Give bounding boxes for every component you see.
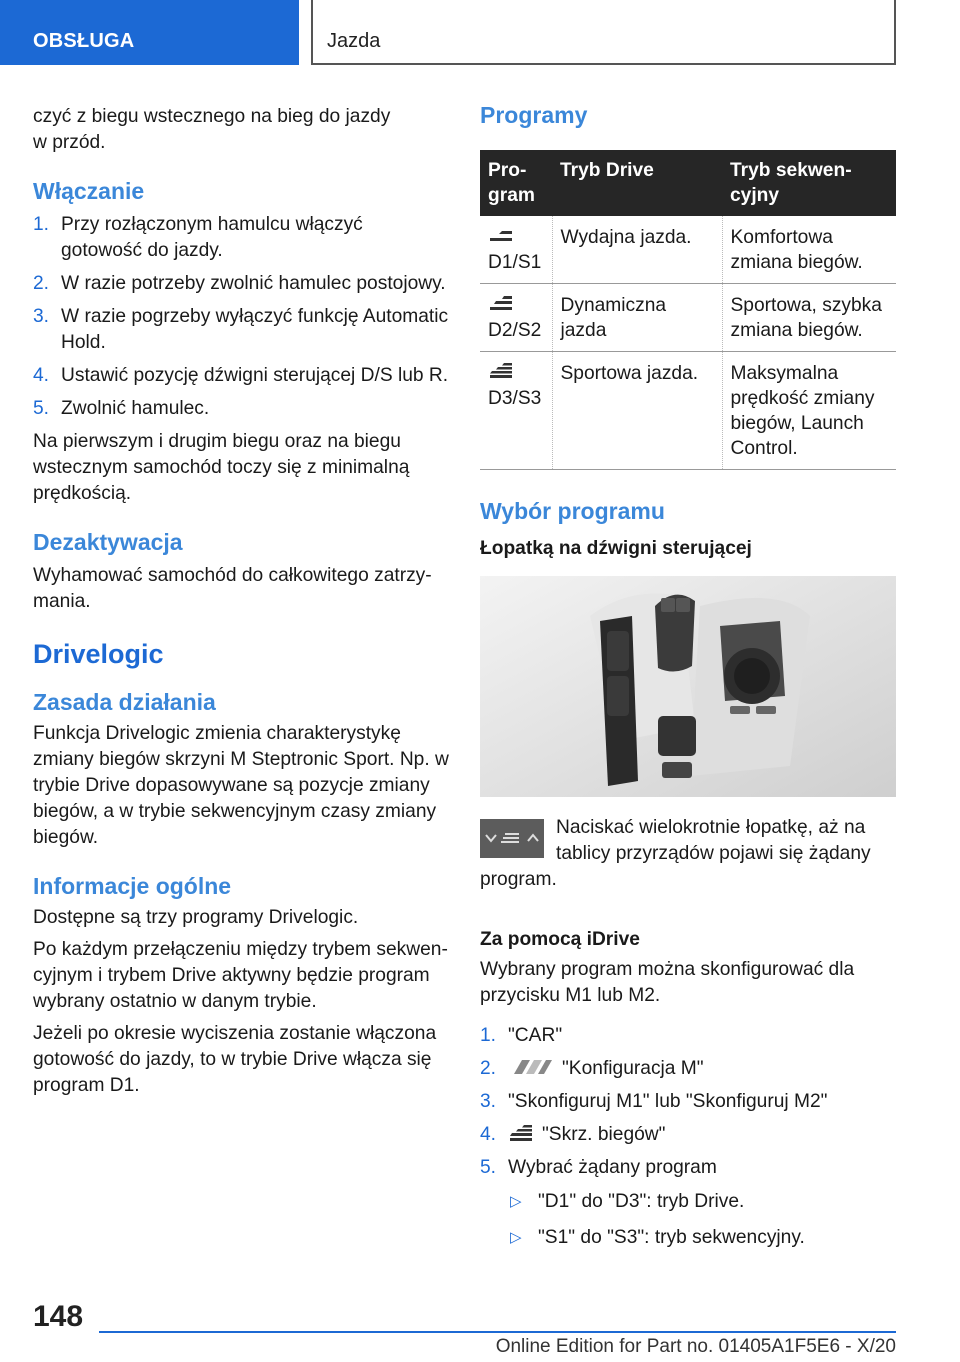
step-text: "CAR" [508, 1025, 563, 1046]
step-number: 5. [33, 398, 50, 419]
step-number: 1. [33, 214, 50, 235]
list-item [508, 1189, 896, 1215]
step-number: 4. [480, 1124, 497, 1145]
list-item [33, 363, 449, 389]
triangle-bullet-icon: ▷ [510, 1229, 522, 1246]
step-number: 3. [33, 306, 50, 327]
program-label: D2/S2 [488, 320, 542, 341]
step-text: Ustawić pozycję dźwigni sterującej D/S lub R. [61, 365, 449, 386]
program-cell [480, 284, 552, 352]
sub-item-text: "S1" do "S3": tryb sekwencyjny. [538, 1227, 805, 1248]
intro-text: czyć z biegu wstecznego na bieg do jazdy w przód. [33, 106, 391, 153]
footer-divider [99, 1331, 896, 1333]
column-header-sequential: Tryb sekwencyjny [722, 150, 896, 216]
program-label: D3/S3 [488, 388, 542, 409]
programs-table [480, 150, 896, 470]
section-title: OBSŁUGA [33, 30, 135, 52]
heading-wybor: Wybór programu [480, 498, 665, 524]
list-item [33, 271, 449, 297]
paddle-text: Naciskać wielokrotnie łopatkę, aż na tablicy przyrządów pojawi się żądany program. [480, 817, 871, 890]
sequential-mode-cell: Sportowa, szybka zmiana biegów. [722, 284, 896, 352]
list-item [480, 1122, 896, 1148]
table-row [480, 352, 896, 470]
heading-wlaczanie: Włączanie [33, 178, 145, 204]
idrive-steps [480, 1023, 896, 1181]
triangle-bullet-icon: ▷ [510, 1193, 522, 1210]
program-cell [480, 352, 552, 470]
program-cell [480, 216, 552, 284]
step-number: 3. [480, 1091, 497, 1112]
list-item [480, 1089, 896, 1115]
step-text: Zwolnić hamulec. [61, 398, 210, 419]
paddle-instruction [480, 815, 896, 893]
wlaczanie-steps [33, 212, 449, 422]
list-item [33, 304, 449, 356]
zasada-text: Funkcja Drivelogic zmienia charakterystykę zmiany biegów skrzyni M Steptronic Sport. Np. w trybie Drive dopasowywane są pozycje zmiany biegów, a w trybie sekwencyjnym czasy zmiany biegów. [33, 723, 449, 848]
list-item [508, 1225, 896, 1251]
program-sub-list [508, 1189, 896, 1251]
left-column [33, 104, 449, 1105]
program-label: D1/S1 [488, 252, 542, 273]
chapter-title: Jazda [327, 30, 381, 52]
step-number: 2. [33, 273, 50, 294]
program-2-icon [488, 295, 514, 311]
sub-item-text: "D1" do "D3": tryb Drive. [538, 1191, 745, 1212]
dezaktywacja-text: Wyhamować samochód do całkowitego zatrzymania. [33, 565, 432, 612]
drive-mode-cell: Dynamiczna jazda [552, 284, 722, 352]
table-row [480, 216, 896, 284]
step-number: 5. [480, 1157, 497, 1178]
table-row [480, 284, 896, 352]
info-p2: Po każdym przełączeniu między trybem sekwencyjnym i trybem Drive aktywny będzie program wybrany ostatnio w danym trybie. [33, 939, 448, 1012]
step-text: Wybrać żądany program [508, 1157, 717, 1178]
step-number: 2. [480, 1058, 497, 1079]
paddle-button-graphic [480, 819, 544, 858]
list-item [480, 1023, 896, 1049]
gear-selector-photo [480, 576, 896, 797]
heading-programy: Programy [480, 102, 588, 128]
m-config-icon [508, 1058, 554, 1076]
heading-idrive: Za pomocą iDrive [480, 929, 640, 950]
drive-mode-cell: Wydajna jazda. [552, 216, 722, 284]
idrive-text: Wybrany program można skonfigurować dla przycisku M1 lub M2. [480, 959, 855, 1006]
sequential-mode-cell: Komfortowa zmiana biegów. [722, 216, 896, 284]
heading-informacje: Informacje ogólne [33, 873, 232, 899]
program-3-icon [488, 363, 514, 379]
list-item [33, 396, 449, 422]
list-item [480, 1155, 896, 1181]
page-number: 148 [33, 1300, 84, 1333]
step-number: 1. [480, 1025, 497, 1046]
list-item [480, 1056, 896, 1082]
drive-mode-cell: Sportowa jazda. [552, 352, 722, 470]
step-text: Przy rozłączonym hamulcu włączyć gotowość do jazdy. [61, 214, 363, 261]
info-p1: Dostępne są trzy programy Drivelogic. [33, 907, 359, 928]
step-text: "Konfiguracja M" [562, 1058, 704, 1079]
program-1-icon [488, 227, 514, 243]
chapter-tab [311, 0, 896, 65]
heading-dezaktywacja: Dezaktywacja [33, 529, 183, 555]
step-text: "Skonfiguruj M1" lub "Skonfiguruj M2" [508, 1091, 828, 1112]
step-text: W razie pogrzeby wyłączyć funkcję Automatic Hold. [61, 306, 449, 353]
section-tab [0, 0, 299, 65]
table-header-row [480, 150, 896, 216]
edition-text: Online Edition for Part no. 01405A1F5E6 - X/20 [495, 1336, 896, 1357]
step-text: W razie potrzeby zwolnić hamulec postojowy. [61, 273, 446, 294]
list-item [33, 212, 449, 264]
sequential-mode-cell: Maksymalna prędkość zmiany biegów, Launch Control. [722, 352, 896, 470]
wlaczanie-note: Na pierwszym i drugim biegu oraz na biegu wstecznym samochód toczy się z minimalną prędkością. [33, 431, 410, 504]
column-header-program: Program [480, 150, 552, 216]
right-column [480, 100, 896, 1261]
column-header-drive: Tryb Drive [552, 150, 722, 216]
info-p3: Jeżeli po okresie wyciszenia zostanie włączona gotowość do jazdy, to w trybie Drive włącza się program D1. [33, 1023, 437, 1096]
step-number: 4. [33, 365, 50, 386]
heading-drivelogic: Drivelogic [33, 639, 164, 669]
step-text: "Skrz. biegów" [542, 1124, 666, 1145]
heading-lopatka: Łopatką na dźwigni sterującej [480, 538, 752, 559]
heading-zasada: Zasada działania [33, 689, 216, 715]
gearbox-icon [508, 1124, 534, 1142]
